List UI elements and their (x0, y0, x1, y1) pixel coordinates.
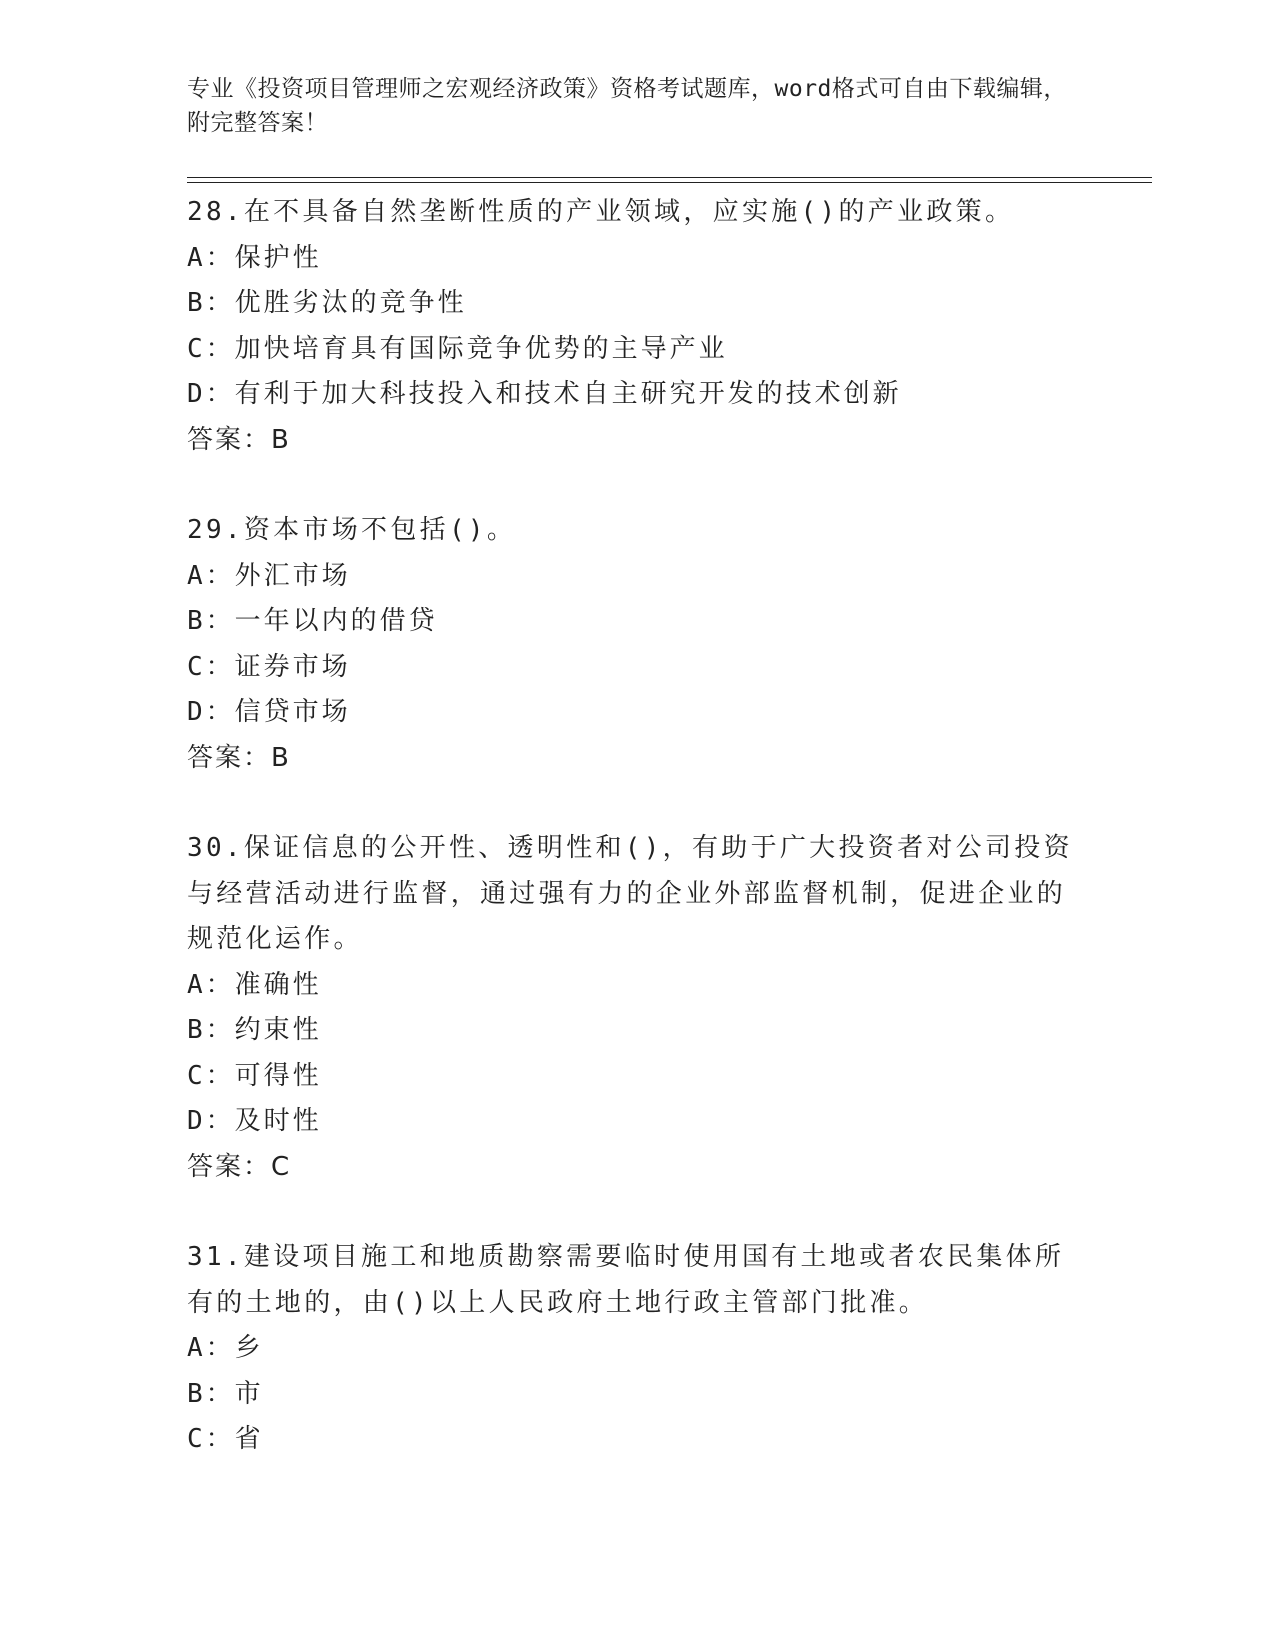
option-b: B：市 (187, 1378, 264, 1409)
option-c: C：可得性 (187, 1060, 322, 1091)
question-31 (187, 1235, 1087, 1463)
option-d: D：及时性 (187, 1106, 322, 1136)
answer-line: 答案：B (187, 424, 291, 455)
option-a: A：保护性 (187, 242, 322, 273)
question-29 (187, 508, 1087, 781)
answer-line: 答案：B (187, 742, 291, 773)
option-d: D：有利于加大科技投入和技术自主研究开发的技术创新 (187, 379, 902, 409)
header-divider-secondary (187, 182, 1152, 183)
option-b: B：优胜劣汰的竞争性 (187, 288, 467, 318)
option-c: C：省 (187, 1424, 264, 1454)
question-stem: 31.建设项目施工和地质勘察需要临时使用国有土地或者农民集体所有的土地的，由()以上人民政府土地行政主管部门批准。 (187, 1242, 1065, 1318)
question-stem: 30.保证信息的公开性、透明性和()，有助于广大投资者对公司投资与经营活动进行监督，通过强有力的企业外部监督机制，促进企业的规范化运作。 (187, 833, 1073, 954)
answer-line: 答案：C (187, 1151, 292, 1182)
question-stem: 28.在不具备自然垄断性质的产业领域，应实施()的产业政策。 (187, 197, 1015, 227)
question-stem: 29.资本市场不包括()。 (187, 515, 517, 545)
option-a: A：乡 (187, 1333, 264, 1363)
question-30 (187, 826, 1087, 1190)
option-b: B：约束性 (187, 1015, 322, 1045)
option-a: A：准确性 (187, 969, 322, 1000)
option-d: D：信贷市场 (187, 697, 351, 727)
option-b: B：一年以内的借贷 (187, 606, 438, 636)
option-c: C：加快培育具有国际竞争优势的主导产业 (187, 333, 728, 364)
question-list (187, 190, 1087, 1508)
option-c: C：证券市场 (187, 651, 351, 682)
header-divider (187, 177, 1152, 178)
document-header: 专业《投资项目管理师之宏观经济政策》资格考试题库，word格式可自由下载编辑，附完整答案！ (187, 76, 1067, 136)
option-a: A：外汇市场 (187, 560, 351, 591)
question-28 (187, 190, 1087, 463)
